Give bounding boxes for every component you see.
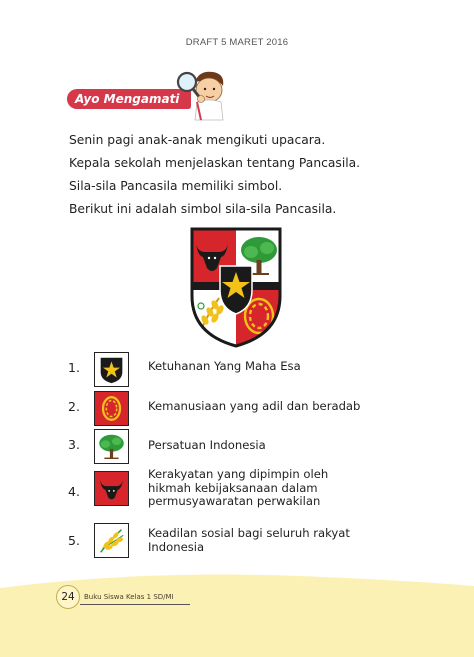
paragraph-line: Senin pagi anak-anak mengikuti upacara.	[69, 133, 326, 147]
magnifier-kid-illustration	[173, 68, 231, 122]
pancasila-shield-emblem	[189, 226, 283, 348]
section-banner: Ayo Mengamati	[67, 89, 191, 109]
chain-icon	[94, 391, 129, 426]
draft-header: DRAFT 5 MARET 2016	[185, 37, 289, 48]
sila-number: 3.	[68, 437, 80, 452]
sila-description: Ketuhanan Yang Maha Esa	[148, 359, 301, 373]
page-number: 24	[56, 585, 80, 609]
paragraph-line: Sila-sila Pancasila memiliki simbol.	[69, 179, 283, 193]
sila-number: 4.	[68, 484, 80, 499]
sila-description: Kerakyatan yang dipimpin oleh hikmah kebijaksanaan dalam permusyawaratan perwakilan	[148, 467, 329, 508]
sila-description: Keadilan sosial bagi seluruh rakyat Indonesia	[148, 526, 350, 554]
book-title: Buku Siswa Kelas 1 SD/MI	[84, 593, 174, 601]
sila-number: 2.	[68, 399, 80, 414]
sila-description: Persatuan Indonesia	[148, 438, 266, 452]
star-icon	[94, 352, 129, 387]
sila-number: 1.	[68, 360, 80, 375]
footer-band	[0, 570, 474, 657]
paragraph-line: Berikut ini adalah simbol sila-sila Pancasila.	[69, 202, 337, 216]
sila-description: Kemanusiaan yang adil dan beradab	[148, 399, 361, 413]
footer-divider	[80, 604, 190, 605]
bull-head-icon	[94, 471, 129, 506]
paragraph-line: Kepala sekolah menjelaskan tentang Pancasila.	[69, 156, 361, 170]
sila-number: 5.	[68, 533, 80, 548]
rice-cotton-icon	[94, 523, 129, 558]
banyan-tree-icon	[94, 429, 129, 464]
